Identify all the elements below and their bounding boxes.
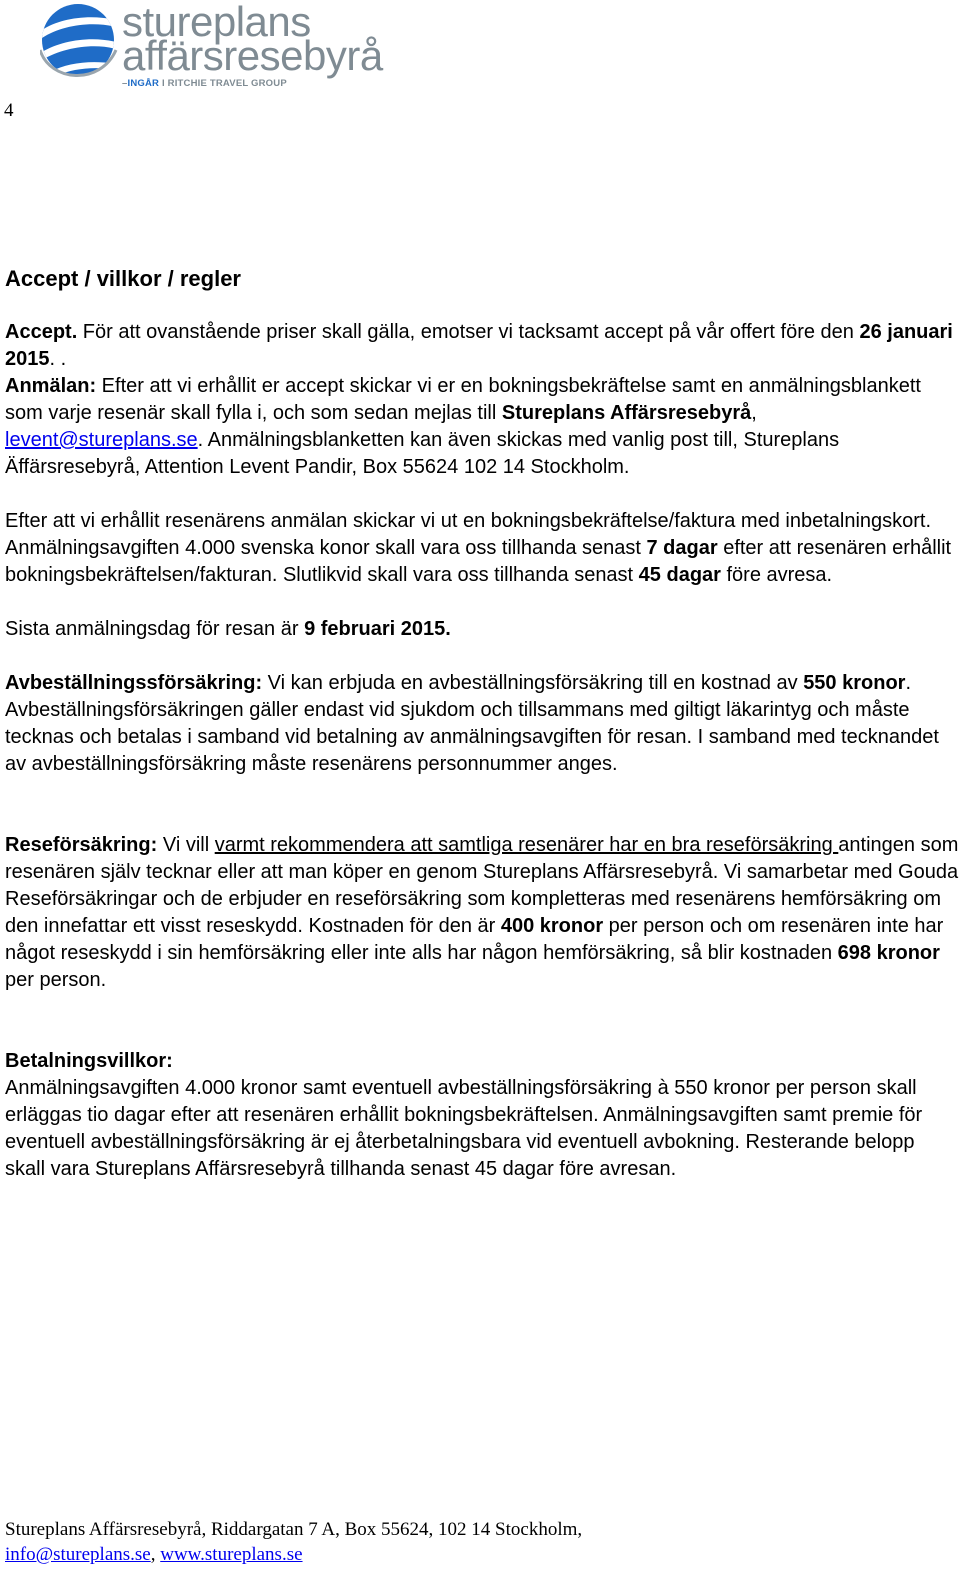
document-body xyxy=(5,265,960,1183)
payment-text-2: efter att resenären erhållit bokningsbekräftelsen/fakturan. Slutlikvid skall vara oss tillhanda senast xyxy=(5,537,952,586)
logo-tagline xyxy=(122,78,287,89)
travel-insurance-text-3: per person och om resenären inte har något reseskydd i sin hemförsäkring eller inte alls har någon hemförsäkring, så blir kostnaden xyxy=(5,915,944,964)
cancellation-insurance-paragraph xyxy=(5,670,960,778)
cancellation-insurance-text-2: . Avbeställningsförsäkringen gäller endast vid sjukdom och tillsammans med giltigt läkarintyg och måste tecknas och betalas i samband vid betalning av anmälningsavgiften för resan. I samband med tecknandet av avbeställningsförsäkring måste resenärens personnummer anges. xyxy=(5,672,939,775)
page-footer xyxy=(5,1517,960,1567)
payment-text-3: före avresa. xyxy=(720,564,833,586)
deadline-paragraph xyxy=(5,616,960,643)
payment-terms-label: Betalningsvillkor: xyxy=(5,1050,173,1072)
anmalan-text-2: . Anmälningsblanketten kan även skickas med vanlig post till, Stureplans Äffärsresebyrå, Attention Levent Pandir, Box 55624 102 14 Stockholm. xyxy=(5,429,840,478)
booking-email-link[interactable]: levent@stureplans.se xyxy=(5,429,198,451)
logo-wordmark-line1: stureplans xyxy=(122,0,311,45)
deadline-date: 9 februari 2015. xyxy=(304,618,451,640)
deadline-text: Sista anmälningsdag för resan är xyxy=(5,618,305,640)
travel-insurance-text-1: Vi vill xyxy=(157,834,215,856)
globe-logo-icon xyxy=(40,0,118,80)
footer-separator: , xyxy=(150,1544,161,1565)
logo-tagline-accent: INGÅR xyxy=(127,78,160,89)
payment-terms-text: Anmälningsavgiften 4.000 kronor samt eventuell avbeställningsförsäkring à 550 kronor per person skall erläggas tio dagar efter att resenären erhållit bokningsbekräftelsen. Anmälningsavgiften samt premie för eventuell avbeställningsförsäkring är ej återbetalningsbara vid eventuell avbokning. Resterande belopp skall vara Stureplans Affärsresebyrå tillhanda senast 45 dagar före avresan. xyxy=(5,1077,923,1180)
cancellation-insurance-price: 550 kronor xyxy=(803,672,906,694)
accept-paragraph xyxy=(5,319,960,481)
payment-days-1: 7 dagar xyxy=(646,537,718,559)
logo-tagline-rest: I RITCHIE TRAVEL GROUP xyxy=(159,78,287,89)
travel-insurance-recommendation: varmt rekommendera att samtliga resenärer har en bra reseförsäkring xyxy=(214,834,839,856)
anmalan-label: Anmälan: xyxy=(5,375,97,397)
accept-date: 26 januari 2015 xyxy=(5,321,953,370)
cancellation-insurance-text-1: Vi kan erbjuda en avbeställningsförsäkring till en kostnad av xyxy=(262,672,804,694)
travel-insurance-label: Reseförsäkring: xyxy=(5,834,158,856)
cancellation-insurance-label: Avbeställningssförsäkring: xyxy=(5,672,263,694)
travel-insurance-price-2: 698 kronor xyxy=(837,942,940,964)
accept-label: Accept. xyxy=(5,321,78,343)
company-logo xyxy=(40,0,400,92)
accept-text: För att ovanstående priser skall gälla, emotser vi tacksamt accept på vår offert före den xyxy=(77,321,860,343)
page-number: 4 xyxy=(4,100,14,121)
logo-tagline-dash: – xyxy=(122,78,128,89)
travel-insurance-paragraph xyxy=(5,832,960,994)
logo-wordmark-line2: affärsresebyrå xyxy=(122,32,383,79)
footer-email-link[interactable]: info@stureplans.se xyxy=(5,1544,151,1565)
payment-terms-paragraph xyxy=(5,1048,960,1183)
payment-paragraph xyxy=(5,508,960,589)
travel-insurance-text-4: per person. xyxy=(5,969,107,991)
footer-address: Stureplans Affärsresebyrå, Riddargatan 7 A, Box 55624, 102 14 Stockholm, xyxy=(5,1519,583,1540)
section-heading: Accept / villkor / regler xyxy=(5,266,241,291)
accept-text-end: . . xyxy=(49,348,67,370)
travel-insurance-text-2: antingen som resenären själv tecknar eller att man köper en genom Stureplans Affärsresebyrå. Vi samarbetar med Gouda Reseförsäkringar och de erbjuder en reseförsäkring som kompletteras med resenärens hemförsäkring om den innefattar ett visst reseskydd. Kostnaden för den är xyxy=(5,834,959,937)
anmalan-text: Efter att vi erhållit er accept skickar vi er en bokningsbekräftelse samt en anmälningsblankett som varje resenär skall fylla i, och som sedan mejlas till xyxy=(5,375,921,424)
payment-text-1: Efter att vi erhållit resenärens anmälan skickar vi ut en bokningsbekräftelse/faktura med inbetalningskort. Anmälningsavgiften 4.000 svenska konor skall vara oss tillhanda senast xyxy=(5,510,932,559)
anmalan-company: Stureplans Affärsresebyrå xyxy=(501,402,752,424)
footer-website-link[interactable]: www.stureplans.se xyxy=(160,1544,303,1565)
anmalan-comma: , xyxy=(751,402,757,424)
travel-insurance-price-1: 400 kronor xyxy=(500,915,604,937)
footer-links xyxy=(5,1542,960,1567)
payment-days-2: 45 dagar xyxy=(638,564,721,586)
